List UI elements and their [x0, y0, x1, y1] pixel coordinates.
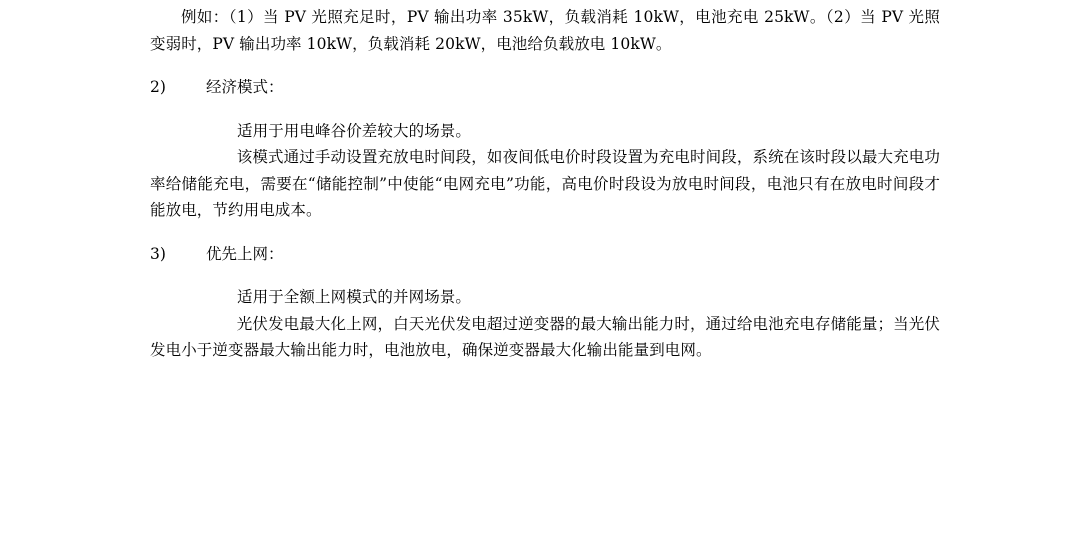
list-item-grid-priority — [150, 241, 940, 268]
list-item-title: 经济模式： — [206, 78, 284, 96]
document-body — [150, 4, 940, 364]
list-item-number: 3) — [150, 244, 166, 263]
economic-mode-line-2: 该模式通过手动设置充放电时间段，如夜间低电价时段设置为充电时间段，系统在该时段以最大充电功率给储能充电，需要在“储能控制”中使能“电网充电”功能，高电价时段设为放电时间段，电池只有在放电时间段才能放电，节约用电成本。 — [150, 148, 940, 219]
list-item-economic-mode — [150, 74, 940, 101]
grid-priority-body — [150, 284, 940, 364]
economic-mode-line-1: 适用于用电峰谷价差较大的场景。 — [237, 121, 472, 140]
grid-priority-line-1: 适用于全额上网模式的并网场景。 — [237, 288, 472, 306]
grid-priority-line-2: 光伏发电最大化上网，白天光伏发电超过逆变器的最大输出能力时，通过给电池充电存储能量；当光伏发电小于逆变器最大输出能力时，电池放电，确保逆变器最大化输出能量到电网。 — [150, 314, 940, 359]
paragraph-example: 例如：（1）当 PV 光照充足时，PV 输出功率 35kW，负载消耗 10kW，电池充电 25kW。（2）当 PV 光照变弱时，PV 输出功率 10kW，负载消耗 20kW，电池给负载放电 10kW。 — [150, 8, 940, 53]
list-item-title: 优先上网： — [206, 244, 284, 263]
list-item-number: 2) — [150, 78, 166, 96]
economic-mode-body — [150, 118, 940, 224]
